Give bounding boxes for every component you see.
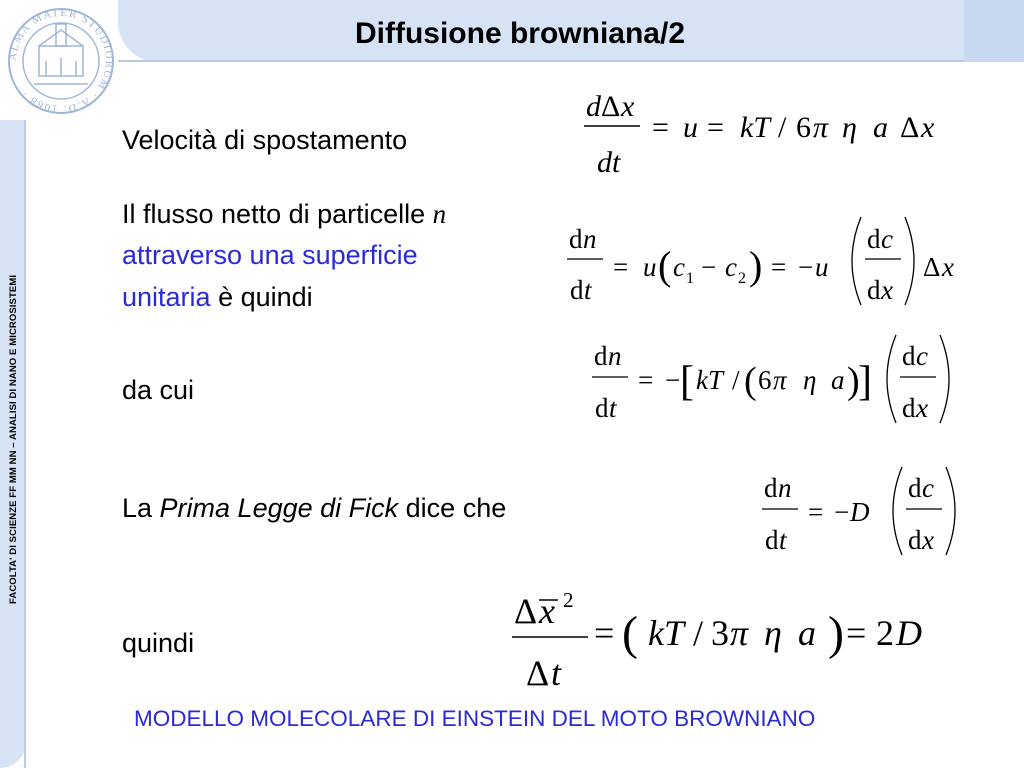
svg-text:d: d	[867, 224, 881, 254]
einstein-equation	[508, 585, 968, 695]
velocity-equation	[580, 88, 980, 188]
svg-text:−: −	[701, 252, 717, 282]
svg-text:[: [	[680, 359, 694, 405]
svg-text:−: −	[665, 365, 681, 395]
svg-text:d: d	[902, 341, 916, 371]
svg-text:=: =	[808, 497, 824, 527]
svg-text:Δ: Δ	[601, 90, 621, 123]
flux-line-3-rest: è quindi	[210, 282, 313, 312]
svg-text:c: c	[881, 224, 893, 254]
svg-text:=: =	[652, 111, 669, 144]
svg-text:kT: kT	[648, 613, 684, 653]
svg-text:x: x	[942, 252, 954, 282]
svg-text:D: D	[850, 497, 870, 527]
svg-text:x: x	[621, 90, 635, 123]
header-corner-panel	[964, 0, 1024, 62]
velocity-label: Velocità di spostamento	[122, 125, 408, 155]
svg-text:d: d	[569, 224, 583, 254]
footer-caption: MODELLO MOLECOLARE DI EINSTEIN DEL MOTO BROWNIANO	[134, 706, 816, 731]
svg-text:D: D	[896, 613, 922, 653]
svg-text:]: ]	[858, 359, 872, 405]
svg-text:d: d	[594, 341, 608, 371]
svg-text:t: t	[609, 393, 617, 423]
svg-text:n: n	[583, 224, 597, 254]
svg-text:(: (	[744, 360, 757, 402]
svg-text:c: c	[922, 473, 934, 503]
svg-text:x: x	[921, 111, 935, 144]
svg-text:d: d	[570, 275, 584, 305]
svg-text:a: a	[798, 613, 816, 653]
svg-text:Δ: Δ	[514, 591, 538, 631]
svg-text:u: u	[683, 111, 698, 144]
svg-text:η: η	[842, 111, 857, 144]
svg-text:=: =	[638, 365, 654, 395]
svg-text:π: π	[813, 111, 829, 144]
svg-text:d: d	[867, 275, 881, 305]
svg-text:d: d	[908, 525, 922, 555]
svg-text:x: x	[881, 275, 893, 305]
quindi-label: quindi	[122, 628, 195, 658]
side-label: FACOLTA' DI SCIENZE FF MM NN – ANALISI DI NANO E MICROSISTEMI	[8, 274, 19, 604]
svg-text:x: x	[922, 525, 934, 555]
svg-text:η: η	[764, 613, 782, 653]
slide-title: Diffusione browniana/2	[354, 17, 686, 50]
svg-text:ALMA MATER STUDIORUM · A.D. 10: ALMA MATER STUDIORUM · A.D. 1088 ·	[6, 6, 116, 116]
svg-text:=: =	[846, 613, 867, 653]
svg-text:d: d	[595, 393, 609, 423]
fick-equation	[760, 465, 980, 565]
fick-label	[122, 490, 506, 526]
svg-text:a: a	[873, 111, 888, 144]
svg-text:): )	[828, 607, 844, 660]
fick-post: dice che	[398, 493, 507, 523]
svg-text:/: /	[693, 613, 704, 653]
university-seal-logo	[6, 6, 116, 116]
flux-var-n: n	[432, 199, 447, 229]
svg-text:t: t	[779, 525, 787, 555]
svg-text:n: n	[608, 341, 622, 371]
svg-text:−: −	[798, 252, 814, 282]
svg-text:a: a	[831, 365, 845, 395]
svg-text:d: d	[764, 473, 778, 503]
svg-text:=: =	[594, 613, 615, 653]
svg-text:/: /	[778, 111, 787, 144]
svg-text:c: c	[673, 252, 685, 282]
fick-italic: Prima Legge di Fick	[159, 493, 399, 523]
svg-text:kT: kT	[696, 365, 723, 395]
svg-text:u: u	[643, 252, 657, 282]
svg-text:π: π	[730, 613, 749, 653]
svg-text:d: d	[902, 393, 916, 423]
svg-text:n: n	[778, 473, 792, 503]
svg-text:1: 1	[686, 270, 694, 287]
svg-text:6: 6	[796, 111, 811, 144]
svg-text:c: c	[916, 341, 928, 371]
svg-text:Δ: Δ	[923, 252, 941, 282]
svg-text:2: 2	[563, 588, 574, 612]
svg-text:3: 3	[711, 613, 729, 653]
flux-line-2: attraverso una superficie	[122, 240, 418, 270]
svg-text:Δ: Δ	[900, 111, 920, 144]
flux-line-1-text: Il flusso netto di particelle	[122, 199, 433, 229]
svg-text:−: −	[834, 497, 850, 527]
svg-text:(: (	[622, 607, 638, 660]
svg-text:dt: dt	[597, 146, 621, 179]
flux-equation	[565, 213, 965, 313]
svg-text:π: π	[773, 365, 787, 395]
svg-text:/: /	[732, 365, 740, 395]
svg-text:=: =	[771, 252, 787, 282]
svg-text:x: x	[539, 591, 555, 631]
svg-text:η: η	[803, 365, 817, 395]
svg-text:Δ: Δ	[526, 653, 550, 693]
svg-text:): )	[749, 243, 763, 288]
fick-pre: La	[122, 493, 160, 523]
svg-text:(: (	[658, 243, 672, 288]
flux-line-1	[122, 196, 446, 232]
svg-text:): )	[847, 360, 860, 402]
svg-text:t: t	[551, 653, 562, 693]
svg-text:=: =	[707, 111, 724, 144]
svg-text:=: =	[613, 252, 629, 282]
svg-text:d: d	[765, 525, 779, 555]
svg-text:kT: kT	[740, 111, 770, 144]
flux-line-3-blue: unitaria	[122, 282, 211, 312]
svg-text:2: 2	[876, 613, 894, 653]
svg-text:2: 2	[738, 270, 746, 287]
dacui-equation	[590, 333, 980, 433]
svg-text:x: x	[916, 393, 928, 423]
svg-text:d: d	[586, 90, 601, 123]
svg-text:t: t	[584, 275, 592, 305]
flux-line-3	[122, 279, 313, 315]
svg-text:u: u	[815, 252, 829, 282]
svg-text:c: c	[725, 252, 737, 282]
dacui-label: da cui	[122, 375, 195, 405]
svg-text:d: d	[908, 473, 922, 503]
svg-text:6: 6	[758, 365, 772, 395]
